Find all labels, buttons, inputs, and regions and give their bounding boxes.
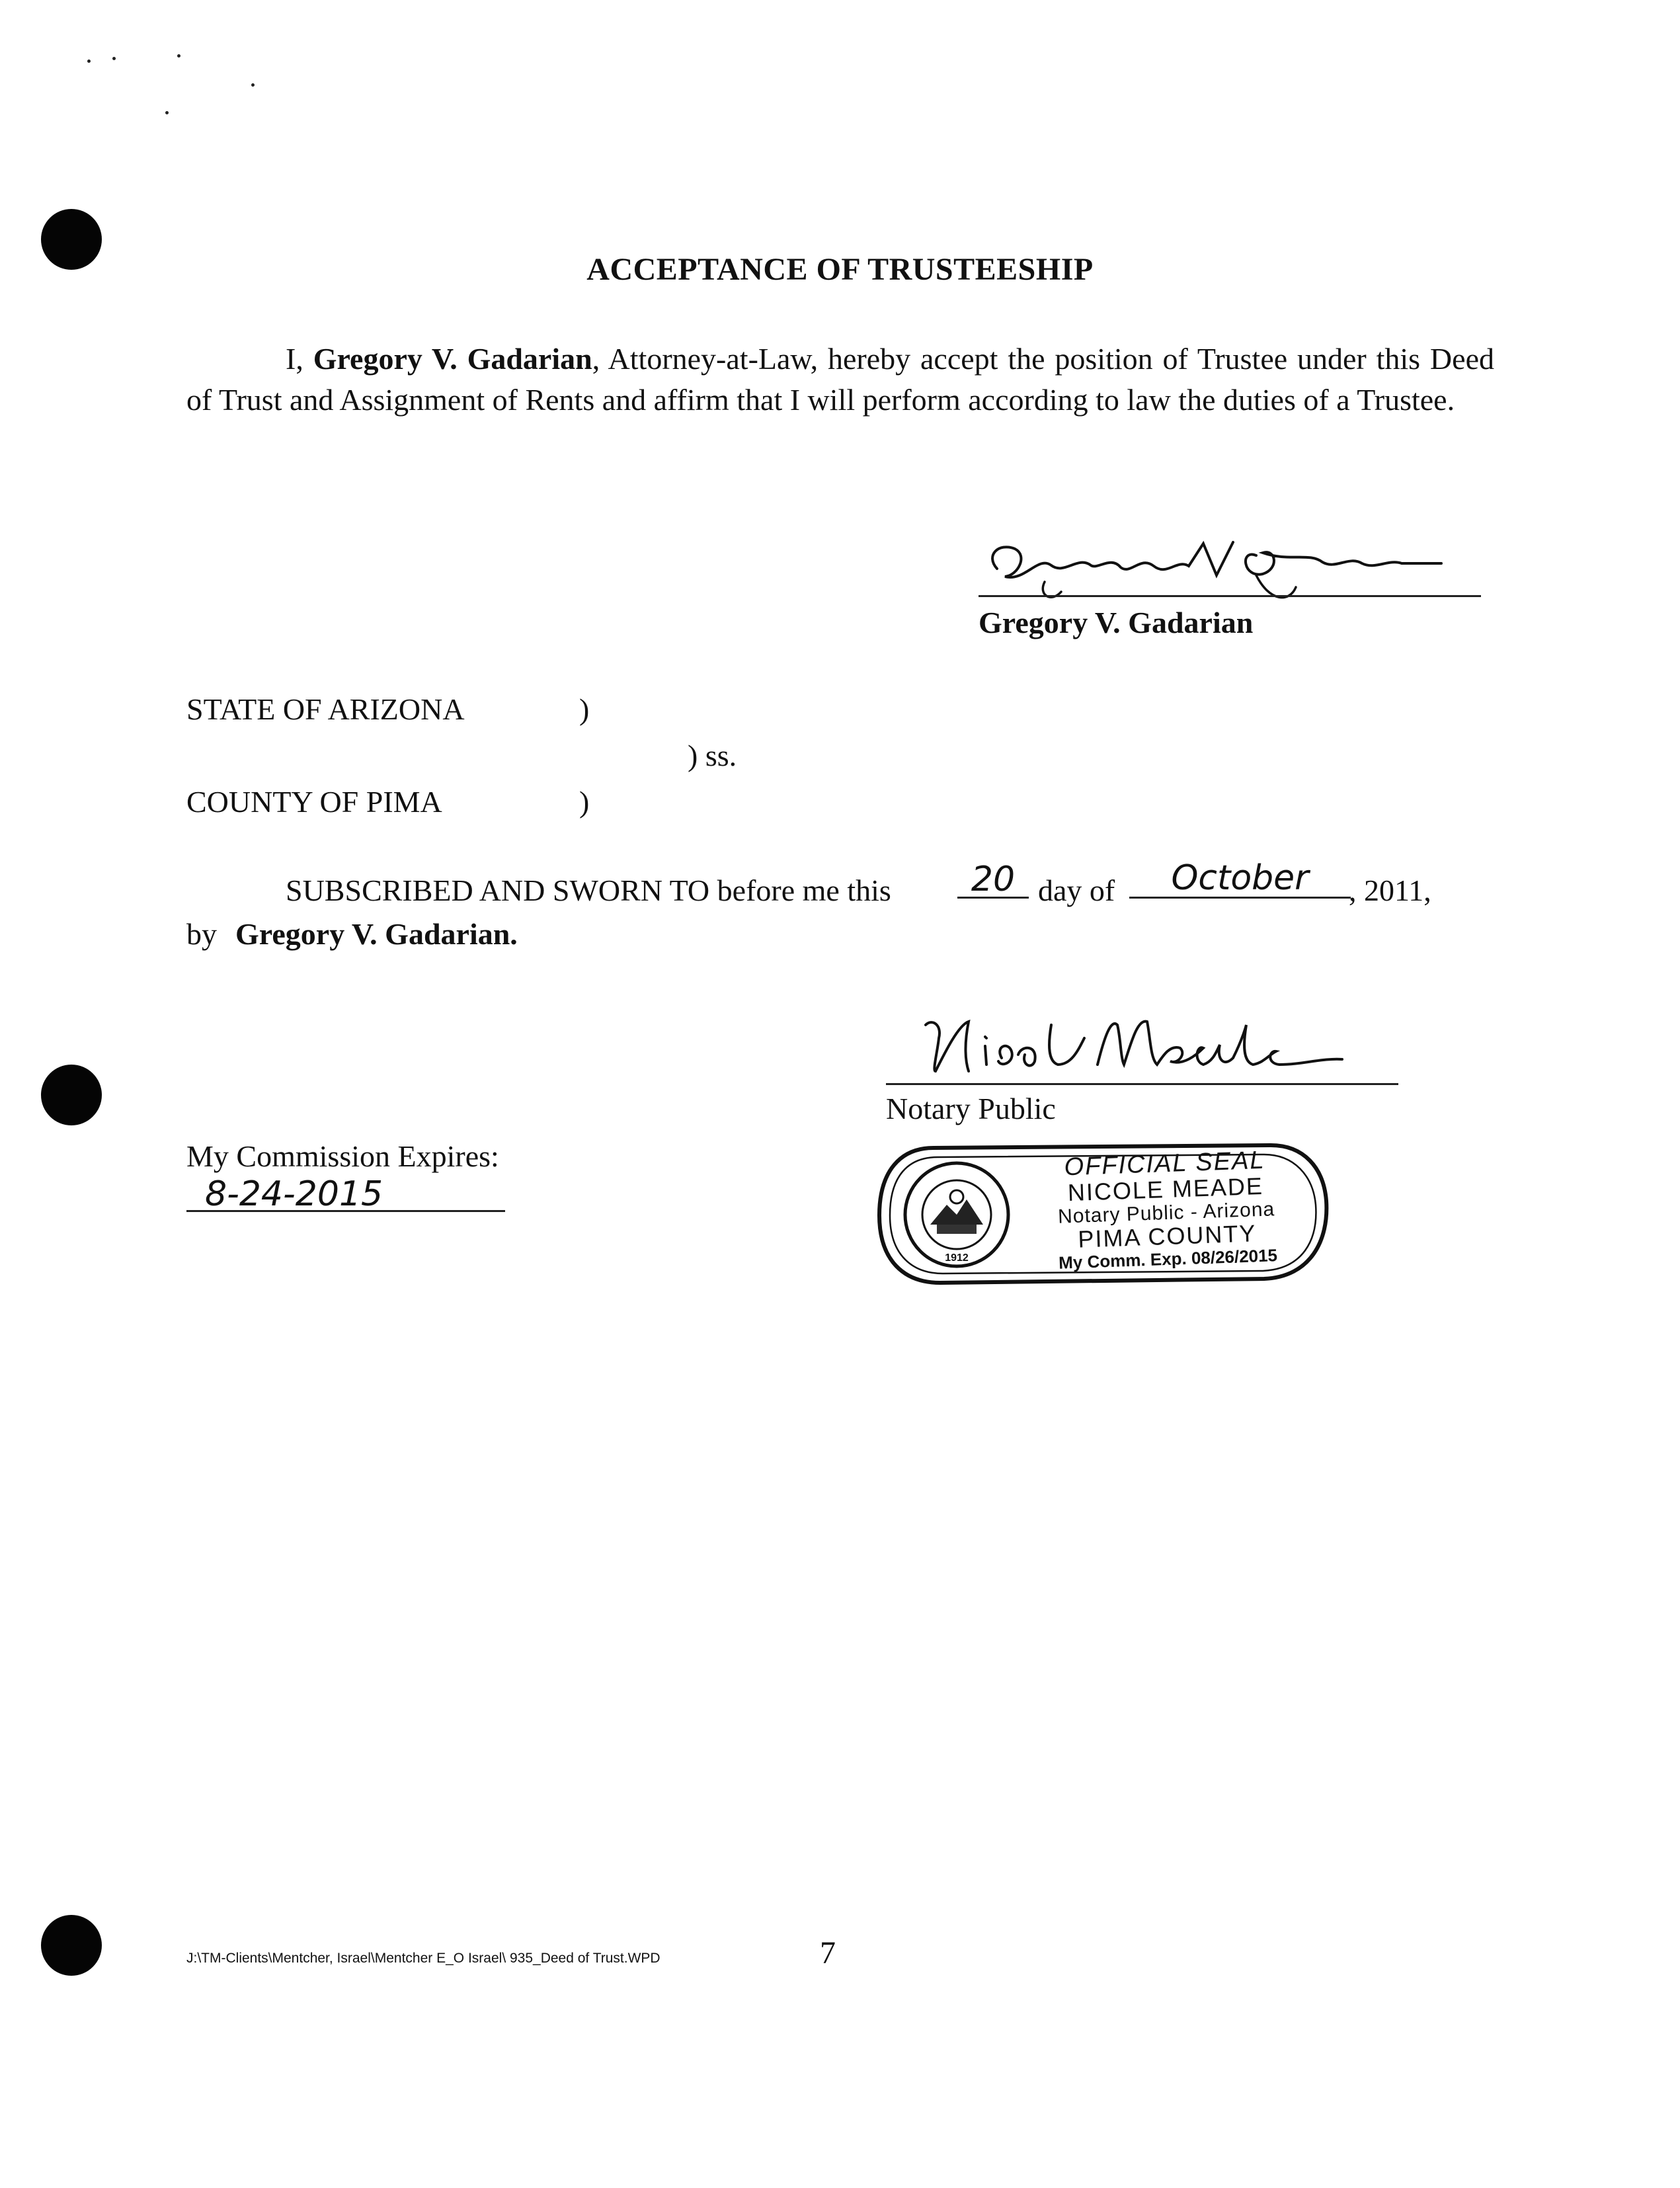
notary-seal-stamp: [874, 1141, 1332, 1288]
scan-speck: [177, 54, 180, 58]
document-title: ACCEPTANCE OF TRUSTEESHIP: [586, 252, 1094, 287]
commission-label: My Commission Expires:: [186, 1139, 499, 1173]
trustee-signature-line: [979, 595, 1481, 597]
jurat-day: 20: [971, 860, 1016, 899]
jurat-year: , 2011,: [1349, 873, 1431, 907]
venue-ss: ) ss.: [688, 739, 737, 772]
acceptance-paragraph: [186, 339, 1494, 421]
seal-line-official: OFFICIAL SEAL: [1063, 1146, 1266, 1182]
notary-signature-text: Nicole Meade: [886, 998, 890, 999]
jurat-day-field: [957, 860, 1029, 899]
commission-date: 8-24-2015: [205, 1174, 383, 1214]
seal-line-notary: Notary Public - Arizona: [1057, 1198, 1275, 1228]
scan-speck: [251, 83, 255, 87]
scan-speck: [165, 111, 169, 114]
acceptance-prefix: I,: [286, 342, 313, 376]
seal-line-county: PIMA COUNTY: [1077, 1219, 1258, 1253]
jurat-by: by: [186, 917, 217, 951]
scan-speck: [112, 57, 116, 60]
seal-text-block: [1025, 1146, 1307, 1275]
venue-county: COUNTY OF PIMA: [186, 785, 442, 819]
punch-hole: [41, 1915, 102, 1976]
venue-paren-state: ): [579, 692, 590, 726]
jurat-name: Gregory V. Gadarian.: [235, 917, 518, 951]
commission-date-field: [186, 1174, 505, 1212]
trustee-signature-text: Gregory V Gadarian: [979, 529, 984, 530]
jurat-month-field: [1129, 858, 1351, 899]
venue-state: STATE OF ARIZONA: [186, 692, 465, 726]
seal-year: 1912: [945, 1252, 969, 1264]
seal-emblem-text: GREAT SEAL OF THE STATE OF ARIZONA: [900, 1158, 914, 1159]
trustee-signature-scribble: [979, 529, 1481, 602]
notary-label: Notary Public: [886, 1092, 1056, 1125]
page-number: 7: [820, 1935, 836, 1970]
trustee-signature-block: [979, 529, 1481, 641]
notary-signature-scribble: [886, 998, 1398, 1084]
footer-file-path: J:\TM-Clients\Mentcher, Israel\Mentcher E_O Israel\ 935_Deed of Trust.WPD: [186, 1951, 660, 1966]
state-seal-emblem: [900, 1158, 1013, 1271]
jurat-text-2: day of: [1038, 873, 1115, 907]
acceptance-text: , Attorney-at-Law, hereby accept the position of Trustee under this Deed of Trust and Assignment of Rents and affirm that I will perform according to law the duties of a Trustee.: [186, 342, 1494, 417]
seal-line-name: NICOLE MEADE: [1067, 1172, 1264, 1207]
notary-signature-line: [886, 1083, 1398, 1085]
punch-hole: [41, 1065, 102, 1125]
jurat-month: October: [1171, 858, 1309, 898]
jurat-text-1: SUBSCRIBED AND SWORN TO before me this: [286, 873, 891, 907]
seal-line-expiry: My Comm. Exp. 08/26/2015: [1058, 1245, 1278, 1273]
scan-speck: [87, 60, 91, 63]
venue-paren-county: ): [579, 785, 590, 819]
trustee-printed-name: Gregory V. Gadarian: [979, 606, 1254, 639]
trustee-name: Gregory V. Gadarian: [313, 342, 592, 376]
